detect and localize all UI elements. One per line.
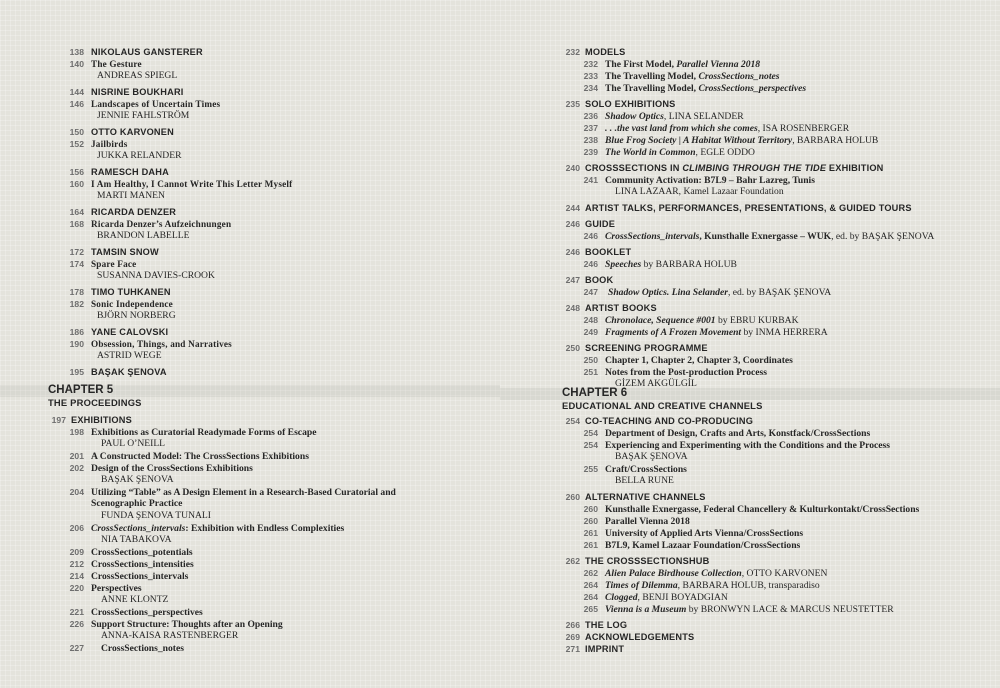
page-number: 249: [583, 327, 598, 337]
artist-name[interactable]: NISRINE BOUKHARI: [91, 87, 184, 97]
toc-artist-tuhkanen: [48, 286, 498, 322]
page-number: 235: [565, 99, 580, 109]
entry-title[interactable]: [605, 327, 828, 339]
chapter-6-sections: [562, 415, 992, 655]
entry-author: , ed. by BAŞAK ŞENOVA: [727, 287, 832, 298]
page-number: 140: [69, 59, 84, 69]
page-number: 209: [69, 547, 84, 557]
entry-title[interactable]: [605, 71, 780, 83]
entry-title-italic: Parallel Vienna 2018: [676, 59, 761, 70]
artist-name[interactable]: TAMSIN SNOW: [91, 247, 159, 257]
page-number: 264: [583, 592, 598, 602]
page-number: 232: [583, 59, 598, 69]
alternative-section: [562, 491, 992, 551]
screening-section: [562, 342, 992, 390]
toc-artist-gansterer: [48, 46, 498, 82]
artist-name[interactable]: NIKOLAUS GANSTERER: [91, 47, 203, 57]
entry-title[interactable]: University of Applied Arts Vienna/CrossSections: [605, 528, 804, 539]
page-number: 261: [583, 528, 598, 538]
entry-title-italic: CrossSections_perspectives: [698, 83, 807, 94]
entry-title[interactable]: [605, 83, 806, 95]
entry-title[interactable]: B7L9, Kamel Lazaar Foundation/CrossSections: [605, 540, 801, 551]
section-title[interactable]: SOLO EXHIBITIONS: [585, 99, 676, 109]
artist-name[interactable]: BAŞAK ŞENOVA: [91, 367, 167, 377]
section-title[interactable]: IMPRINT: [585, 644, 625, 654]
entry-author: , ISA ROSENBERGER: [757, 123, 850, 134]
page-number: 266: [565, 620, 580, 630]
toc-artist-daha: [48, 166, 498, 202]
entry-title[interactable]: Perspectives: [91, 583, 142, 594]
entry-author: , OTTO KARVONEN: [741, 568, 828, 579]
page-number: 198: [69, 427, 84, 437]
page-number: 212: [69, 559, 84, 569]
page-number: 269: [565, 632, 580, 642]
author: JUKKA RELANDER: [97, 150, 182, 161]
page-number: 174: [69, 259, 84, 269]
entry-author: by INMA HERRERA: [741, 327, 828, 338]
page-number: 260: [565, 492, 580, 502]
toc-artist-karvonen: [48, 126, 498, 162]
chapter-title: THE PROCEEDINGS: [48, 397, 142, 408]
entry-title[interactable]: CrossSections_potentials: [91, 547, 193, 558]
page-number: 262: [583, 568, 598, 578]
section-title[interactable]: EXHIBITIONS: [71, 415, 132, 425]
section-title[interactable]: THE LOG: [585, 620, 628, 630]
author: BELLA RUNE: [615, 475, 674, 486]
entry-title-italic: Blue Frog Society | A Habitat Without Territory: [605, 135, 793, 146]
section-title[interactable]: [585, 162, 884, 174]
entry-title[interactable]: [605, 59, 760, 71]
section-title[interactable]: ACKNOWLEDGEMENTS: [585, 632, 695, 642]
page-number: 152: [69, 139, 84, 149]
entry-title[interactable]: CrossSections_notes: [101, 643, 184, 654]
left-page: [48, 46, 498, 382]
entry-author: , LINA SELANDER: [663, 111, 744, 122]
artist-name[interactable]: RICARDA DENZER: [91, 207, 177, 217]
artist-name[interactable]: OTTO KARVONEN: [91, 127, 174, 137]
entry-author: by BRONWYN LACE & MARCUS NEUSTETTER: [686, 604, 894, 615]
page-number: 178: [69, 287, 84, 297]
entry-title[interactable]: [605, 580, 820, 592]
section-title[interactable]: ALTERNATIVE CHANNELS: [585, 492, 706, 502]
author: BAŞAK ŞENOVA: [101, 474, 174, 485]
page-number: 247: [583, 287, 598, 297]
author: ANNE KLONTZ: [101, 594, 169, 605]
artist-name[interactable]: RAMESCH DAHA: [91, 167, 169, 177]
entry-title-text: The Travelling Model,: [605, 71, 699, 82]
page-number: 246: [565, 247, 580, 257]
page-number: 251: [583, 367, 598, 377]
entry-title-italic: Shadow Optics: [605, 111, 664, 122]
work-title[interactable]: Obsession, Things, and Narratives: [91, 339, 232, 349]
entry-author: , BARBARA HOLUB, transparadiso: [677, 580, 820, 591]
page-number: 164: [69, 207, 84, 217]
page-number: 271: [565, 644, 580, 654]
page-number: 221: [69, 607, 84, 617]
entry-title[interactable]: [605, 135, 878, 147]
author: FUNDA ŞENOVA TUNALI: [101, 510, 211, 521]
entry-title[interactable]: Notes from the Post-production Process: [605, 367, 768, 378]
entry-title-italic: CrossSections_intervals: [91, 523, 186, 534]
page-number: 237: [583, 123, 598, 133]
section-title[interactable]: GUIDE: [585, 219, 616, 229]
page-number: 202: [69, 463, 84, 473]
entry-title[interactable]: [605, 147, 755, 159]
page-number: 172: [69, 247, 84, 257]
page-number: 168: [69, 219, 84, 229]
talks-section: [562, 202, 992, 214]
page-number: 138: [69, 47, 84, 57]
page-number: 204: [69, 487, 84, 497]
page-number: 260: [583, 504, 598, 514]
page-number: 239: [583, 147, 598, 157]
page-number: 186: [69, 327, 84, 337]
page-number: 195: [69, 367, 84, 377]
page-number: 261: [583, 540, 598, 550]
page-number: 248: [583, 315, 598, 325]
page-number: 246: [583, 259, 598, 269]
author: JENNIE FAHLSTRÖM: [97, 110, 190, 121]
entry-title[interactable]: [605, 592, 728, 604]
booklet-section: [562, 246, 992, 270]
page-number: 250: [565, 343, 580, 353]
book-section: [562, 274, 992, 298]
section-title[interactable]: BOOKLET: [585, 247, 632, 257]
author: MARTI MANEN: [97, 190, 165, 201]
chapter-5-heading: [48, 384, 142, 409]
page-number: 238: [583, 135, 598, 145]
right-page: [562, 46, 992, 394]
entry-title-text: The Travelling Model,: [605, 83, 699, 94]
entry-title-italic: Clogged: [605, 592, 638, 603]
entry-title[interactable]: Chapter 1, Chapter 2, Chapter 3, Coordinates: [605, 355, 793, 366]
models-section: [562, 46, 992, 94]
work-title[interactable]: Sonic Independence: [91, 299, 173, 309]
page-number: 236: [583, 111, 598, 121]
entry-title[interactable]: [605, 111, 744, 123]
section-title[interactable]: THE CROSSSECTIONSHUB: [585, 556, 710, 566]
entry-title-italic: Chronolace, Sequence #001: [605, 315, 716, 326]
page-number: 244: [565, 203, 580, 213]
page-number: 250: [583, 355, 598, 365]
entry-title-italic: Alien Palace Birdhouse Collection: [605, 568, 742, 579]
author: PAUL O’NEILL: [101, 438, 166, 449]
artist-name[interactable]: YANE CALOVSKI: [91, 327, 169, 337]
page-number: 160: [69, 179, 84, 189]
author: GİZEM AKGÜLGİL: [615, 378, 697, 389]
entry-title[interactable]: [605, 123, 849, 135]
page-number: 254: [583, 440, 598, 450]
page-number: 254: [583, 428, 598, 438]
section-title[interactable]: BOOK: [585, 275, 614, 285]
page-number: 144: [69, 87, 84, 97]
page-number: 241: [583, 175, 598, 185]
page-number: 146: [69, 99, 84, 109]
entry-title[interactable]: Utilizing “Table” as A Design Element in a Research-Based Curatorial and: [91, 487, 396, 498]
entry-title[interactable]: [605, 231, 934, 243]
page-number: 156: [69, 167, 84, 177]
author: LINA LAZAAR, Kamel Lazaar Foundation: [615, 186, 784, 197]
author: NIA TABAKOVA: [101, 534, 172, 545]
entry-title[interactable]: Experiencing and Experimenting with the Conditions and the Process: [605, 440, 890, 451]
entry-title[interactable]: Parallel Vienna 2018: [605, 516, 690, 527]
author: ANDREAS SPIEGL: [97, 70, 178, 81]
entry-title[interactable]: Support Structure: Thoughts after an Opening: [91, 619, 283, 630]
entry-title[interactable]: Community Activation: B7L9 – Bahr Lazreg, Tunis: [605, 175, 815, 186]
page-number: 220: [69, 583, 84, 593]
author: BRANDON LABELLE: [97, 230, 190, 241]
section-title-a: CROSSSECTIONS IN: [585, 163, 683, 173]
author: BAŞAK ŞENOVA: [615, 451, 688, 462]
page-number: 182: [69, 299, 84, 309]
entry-title-text: The First Model,: [605, 59, 677, 70]
section-title[interactable]: ARTIST TALKS, PERFORMANCES, PRESENTATIONS, & GUIDED TOURS: [585, 203, 912, 213]
entry-title-italic: Times of Dilemma: [605, 580, 678, 591]
author: ASTRID WEGE: [97, 350, 162, 361]
work-title[interactable]: The Gesture: [91, 59, 142, 69]
solo-section: [562, 98, 992, 158]
page-number: 214: [69, 571, 84, 581]
page-number: 240: [565, 163, 580, 173]
entry-title-italic: Speeches: [605, 259, 642, 270]
guide-section: [562, 218, 992, 242]
entry-title[interactable]: [605, 315, 799, 327]
page-number: 265: [583, 604, 598, 614]
section-title-italic: CLIMBING THROUGH THE TIDE: [682, 163, 827, 173]
page-number: 190: [69, 339, 84, 349]
entry-title[interactable]: CrossSections_perspectives: [91, 607, 203, 618]
toc-artist-snow: [48, 246, 498, 282]
page-number: 246: [565, 219, 580, 229]
page-number: 150: [69, 127, 84, 137]
entry-title[interactable]: [605, 287, 831, 299]
entry-author: , BENJI BOYADGIAN: [637, 592, 728, 603]
section-title-b: EXHIBITION: [826, 163, 884, 173]
page-number: 206: [69, 523, 84, 533]
entry-title-continued[interactable]: Scenographic Practice: [91, 498, 183, 509]
page-number: 248: [565, 303, 580, 313]
climbing-section: [562, 162, 992, 198]
page-number: 226: [69, 619, 84, 629]
entry-author: , ed. by BAŞAK ŞENOVA: [831, 231, 935, 242]
entry-title[interactable]: A Constructed Model: The CrossSections Exhibitions: [91, 451, 309, 462]
work-title[interactable]: I Am Healthy, I Cannot Write This Letter Myself: [91, 179, 293, 189]
page-number: 260: [583, 516, 598, 526]
hub-section: [562, 555, 992, 615]
entry-title[interactable]: [605, 259, 737, 271]
entry-title[interactable]: CrossSections_intervals: [91, 571, 189, 582]
entry-title-italic: CrossSections_intervals: [605, 231, 700, 242]
section-title[interactable]: MODELS: [585, 47, 626, 57]
toc-artist-senova: [48, 366, 498, 378]
page-number: 247: [565, 275, 580, 285]
author: SUSANNA DAVIES-CROOK: [97, 270, 215, 281]
closing-sections: [562, 619, 992, 655]
entry-title-italic: . . .the vast land from which she comes: [605, 123, 758, 134]
page-number: 232: [565, 47, 580, 57]
work-title[interactable]: Jailbirds: [91, 139, 128, 149]
entry-title-italic: CrossSections_notes: [698, 71, 780, 82]
section-title[interactable]: ARTIST BOOKS: [585, 303, 657, 313]
entry-author: , BARBARA HOLUB: [792, 135, 879, 146]
chapter-title: EDUCATIONAL AND CREATIVE CHANNELS: [562, 400, 763, 411]
page-number: 254: [565, 416, 580, 426]
entry-title-italic: Fragments of A Frozen Movement: [605, 327, 742, 338]
page-number: 234: [583, 83, 598, 93]
page-number: 227: [69, 643, 84, 653]
entry-title[interactable]: CrossSections_intensities: [91, 559, 194, 570]
artist-name[interactable]: TIMO TUHKANEN: [91, 287, 171, 297]
chapter-label: CHAPTER 5: [48, 384, 114, 396]
toc-artist-boukhari: [48, 86, 498, 122]
work-title[interactable]: Spare Face: [91, 259, 137, 269]
page-number: 246: [583, 231, 598, 241]
work-title[interactable]: Ricarda Denzer’s Aufzeichnungen: [91, 219, 232, 229]
page-number: 197: [51, 415, 66, 425]
entry-title-italic: The World in Common: [605, 147, 696, 158]
author: ANNA-KAISA RASTENBERGER: [101, 630, 239, 641]
entry-title-rest: : Exhibition with Endless Complexities: [185, 523, 345, 534]
entry-title[interactable]: Kunsthalle Exnergasse, Federal Chancellery & Kulturkontakt/CrossSections: [605, 504, 920, 515]
page-number: 255: [583, 464, 598, 474]
entry-title[interactable]: [605, 604, 894, 616]
entry-title-text: , Kunsthalle Exnergasse – WUK: [699, 231, 832, 242]
author: BJÖRN NORBERG: [97, 310, 176, 321]
entry-title[interactable]: Design of the CrossSections Exhibitions: [91, 463, 253, 474]
entry-title[interactable]: [605, 568, 827, 580]
entry-title[interactable]: Exhibitions as Curatorial Readymade Forms of Escape: [91, 427, 317, 438]
entry-title[interactable]: Craft/CrossSections: [605, 464, 687, 475]
artist-books-section: [562, 302, 992, 338]
section-title[interactable]: SCREENING PROGRAMME: [585, 343, 708, 353]
entry-author: , EGLE ODDO: [695, 147, 755, 158]
work-title[interactable]: Landscapes of Uncertain Times: [91, 99, 221, 109]
toc-artist-calovski: [48, 326, 498, 362]
entry-title[interactable]: Department of Design, Crafts and Arts, Konstfack/CrossSections: [605, 428, 871, 439]
page-number: 264: [583, 580, 598, 590]
entry-title-italic: Vienna is a Museum: [605, 604, 687, 615]
entry-author: by EBRU KURBAK: [715, 315, 799, 326]
chapter-label: CHAPTER 6: [562, 387, 628, 399]
coteaching-section: [562, 415, 992, 487]
toc-artist-denzer: [48, 206, 498, 242]
section-title[interactable]: CO-TEACHING AND CO-PRODUCING: [585, 416, 754, 426]
chapter-6-heading: [562, 387, 763, 412]
exhibitions-section: [48, 414, 498, 654]
page-number: 201: [69, 451, 84, 461]
entry-title-italic: Shadow Optics. Lina Selander: [608, 287, 728, 298]
entry-author: by BARBARA HOLUB: [641, 259, 737, 270]
page-number: 262: [565, 556, 580, 566]
page-number: 233: [583, 71, 598, 81]
